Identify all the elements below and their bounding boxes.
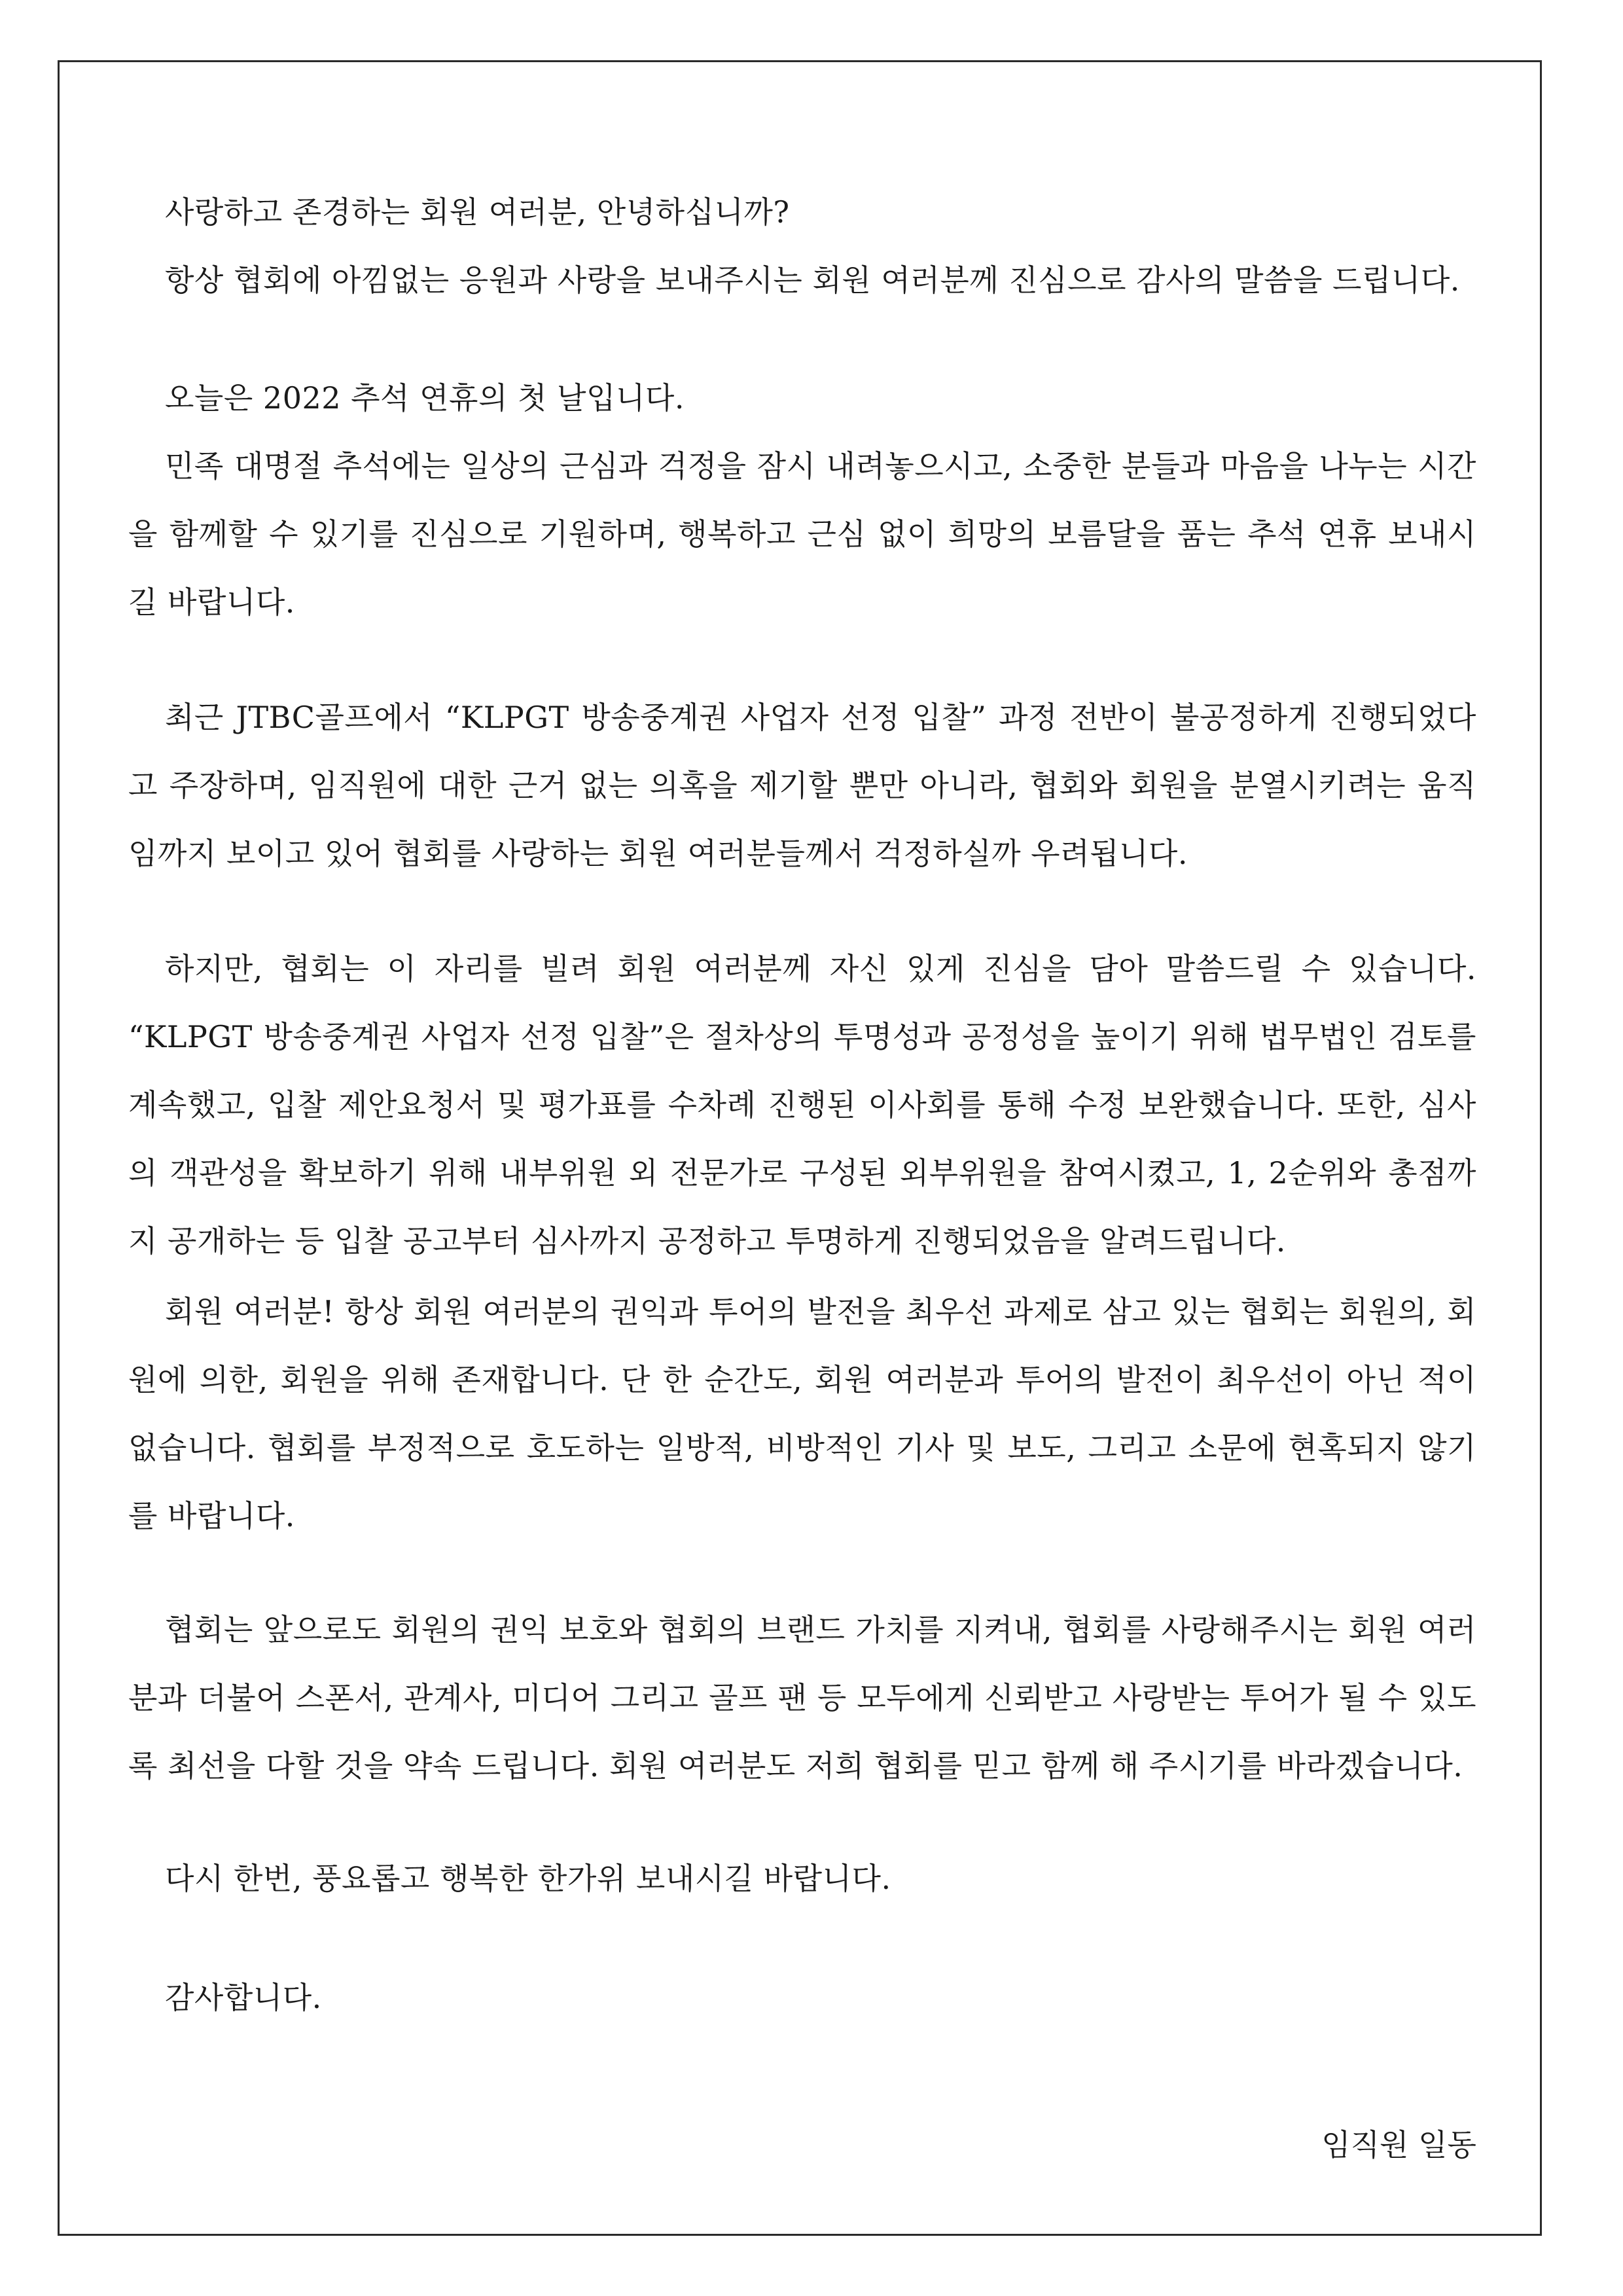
holiday-wish-paragraph: 민족 대명절 추석에는 일상의 근심과 걱정을 잠시 내려놓으시고, 소중한 분들과 마음을 나누는 시간을 함께할 수 있기를 진심으로 기원하며, 행복하고 근심 없이 희망의 보름달을 품는 추석 연휴 보내시길 바랍니다.: [128, 448, 1476, 620]
bidding-explanation-paragraph: 하지만, 협회는 이 자리를 빌려 회원 여러분께 자신 있게 진심을 담아 말씀드릴 수 있습니다. “KLPGT 방송중계권 사업자 선정 입찰”은 절차상의 투명성과 공정성을 높이기 위해 법무법인 검토를 계속했고, 입찰 제안요청서 및 평가표를 수차례 진행된 이사회를 통해 수정 보완했습니다. 또한, 심사의 객관성을 확보하기 위해 내부위원 외 전문가로 구성된 외부위원을 참여시켰고, 1, 2순위와 총점까지 공개하는 등 입찰 공고부터 심사까지 공정하고 투명하게 진행되었음을 알려드립니다.: [128, 951, 1476, 1259]
closing-wish-paragraph: 다시 한번, 풍요롭고 행복한 한가위 보내시길 바랍니다.: [165, 1861, 891, 1896]
thanks-paragraph: 항상 협회에 아낌없는 응원과 사랑을 보내주시는 회원 여러분께 진심으로 감사의 말씀을 드립니다.: [165, 262, 1460, 298]
thank-you-line: 감사합니다.: [165, 1980, 322, 2015]
members-appeal-paragraph: 회원 여러분! 항상 회원 여러분의 권익과 투어의 발전을 최우선 과제로 삼고 있는 협회는 회원의, 회원에 의한, 회원을 위해 존재합니다. 단 한 순간도, 회원 여러분과 투어의 발전이 최우선이 아닌 적이 없습니다. 협회를 부정적으로 호도하는 일방적, 비방적인 기사 및 보도, 그리고 소문에 현혹되지 않기를 바랍니다.: [128, 1294, 1476, 1534]
signature: 임직원 일동: [1321, 2127, 1476, 2162]
holiday-intro-paragraph: 오늘은 2022 추석 연휴의 첫 날입니다.: [165, 380, 685, 416]
promise-paragraph: 협회는 앞으로도 회원의 권익 보호와 협회의 브랜드 가치를 지켜내, 협회를 사랑해주시는 회원 여러분과 더불어 스폰서, 관계사, 미디어 그리고 골프 팬 등 모두에게 신뢰받고 사랑받는 투어가 될 수 있도록 최선을 다할 것을 약속 드립니다. 회원 여러분도 저희 협회를 믿고 함께 해 주시기를 바라겠습니다.: [128, 1612, 1476, 1784]
greeting-paragraph: 사랑하고 존경하는 회원 여러분, 안녕하십니까?: [165, 194, 790, 230]
controversy-paragraph: 최근 JTBC골프에서 “KLPGT 방송중계권 사업자 선정 입찰” 과정 전반이 불공정하게 진행되었다고 주장하며, 임직원에 대한 근거 없는 의혹을 제기할 뿐만 아니라, 협회와 회원을 분열시키려는 움직임까지 보이고 있어 협회를 사랑하는 회원 여러분들께서 걱정하실까 우려됩니다.: [128, 700, 1476, 871]
